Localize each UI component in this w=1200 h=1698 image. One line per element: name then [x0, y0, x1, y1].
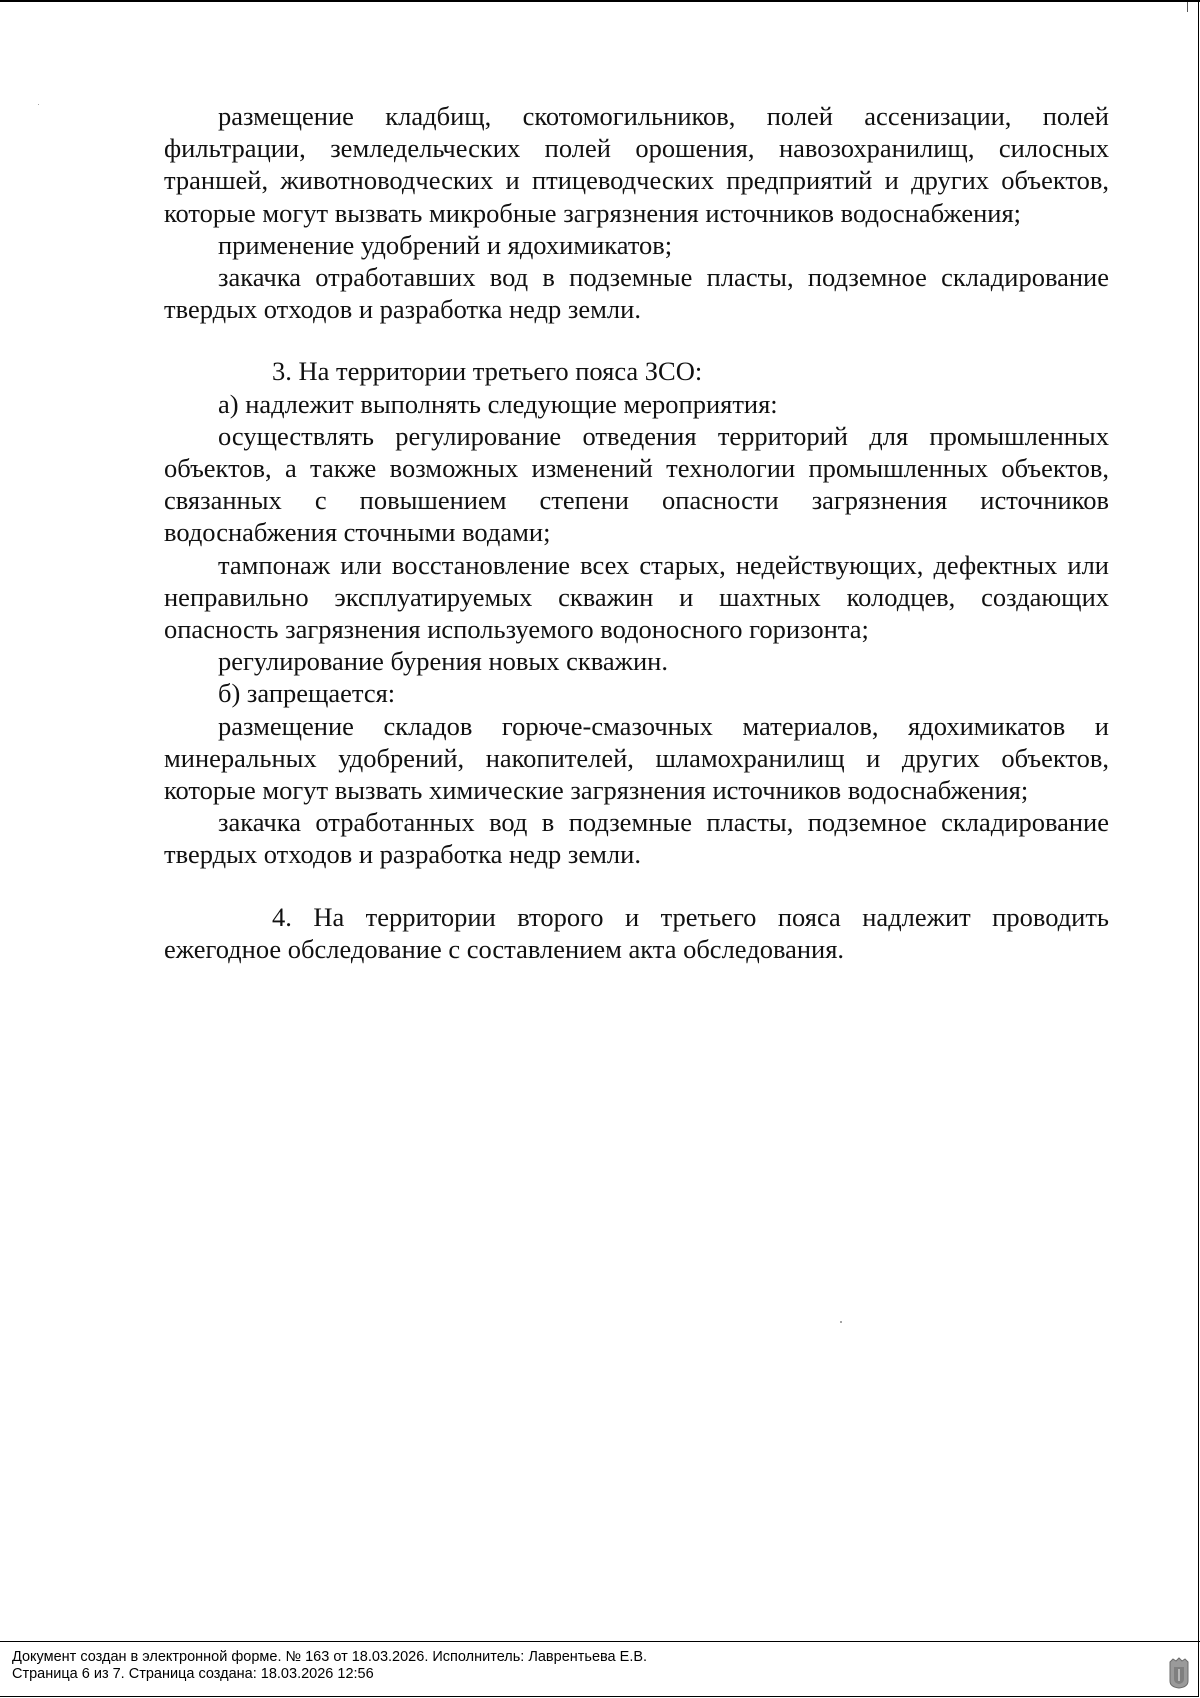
paragraph: осуществлять регулирование отведения территорий для промышленных объектов, а также возможных изменений технологии промышленных объектов, связанных с повышением степени опасности загрязнения источников водоснабжения сточными водами; [164, 420, 1109, 548]
footer-divider [0, 1641, 1200, 1642]
coat-of-arms-icon [1168, 1657, 1190, 1689]
section-text: На территории второго и третьего пояса надлежит проводить ежегодное обследование с составлением акта обследования. [164, 901, 1110, 964]
section-4-paragraph [164, 901, 1109, 965]
paragraph: размещение складов горюче-смазочных материалов, ядохимикатов и минеральных удобрений, накопителей, шламохранилищ и других объектов, которые могут вызвать химические загрязнения источников водоснабжения; [164, 710, 1109, 806]
section-spacer [164, 325, 1109, 355]
scan-speck [840, 1321, 842, 1323]
scan-speck [38, 104, 39, 105]
subsection-b-heading: б) запрещается: [218, 678, 396, 709]
document-body [164, 100, 1109, 965]
paragraph: размещение кладбищ, скотомогильников, полей ассенизации, полей фильтрации, земледельческих полей орошения, навозохранилищ, силосных траншей, животноводческих и птицеводческих предприятий и других объектов, которые могут вызвать микробные загрязнения источников водоснабжения; [164, 101, 1109, 228]
paragraph: регулирование бурения новых скважин. [218, 646, 668, 677]
paragraph: тампонаж или восстановление всех старых, недействующих, дефектных или неправильно эксплуатируемых скважин и шахтных колодцев, создающих опасность загрязнения используемого водоносного горизонта; [164, 549, 1109, 645]
section-3-heading [164, 355, 1109, 387]
page-top-border [0, 0, 1200, 2]
section-number: 4. [272, 901, 292, 932]
footer-line-1: Документ создан в электронной форме. № 163 от 18.03.2026. Исполнитель: Лаврентьева Е.В. [12, 1649, 648, 1665]
paragraph: закачка отработанных вод в подземные пласты, подземное складирование твердых отходов и разработка недр земли. [164, 807, 1109, 870]
subsection-a-heading: а) надлежит выполнять следующие мероприятия: [218, 388, 778, 419]
paragraph: закачка отработавших вод в подземные пласты, подземное складирование твердых отходов и разработка недр земли. [164, 262, 1109, 325]
section-spacer [164, 871, 1109, 901]
scan-mark [1187, 2, 1188, 12]
footer-line-2: Страница 6 из 7. Страница создана: 18.03.2026 12:56 [12, 1665, 374, 1682]
section-heading-text: На территории третьего пояса ЗСО: [298, 356, 703, 387]
footer [12, 1649, 647, 1682]
section-number: 3. [272, 356, 292, 387]
paragraph: применение удобрений и ядохимикатов; [218, 229, 673, 260]
